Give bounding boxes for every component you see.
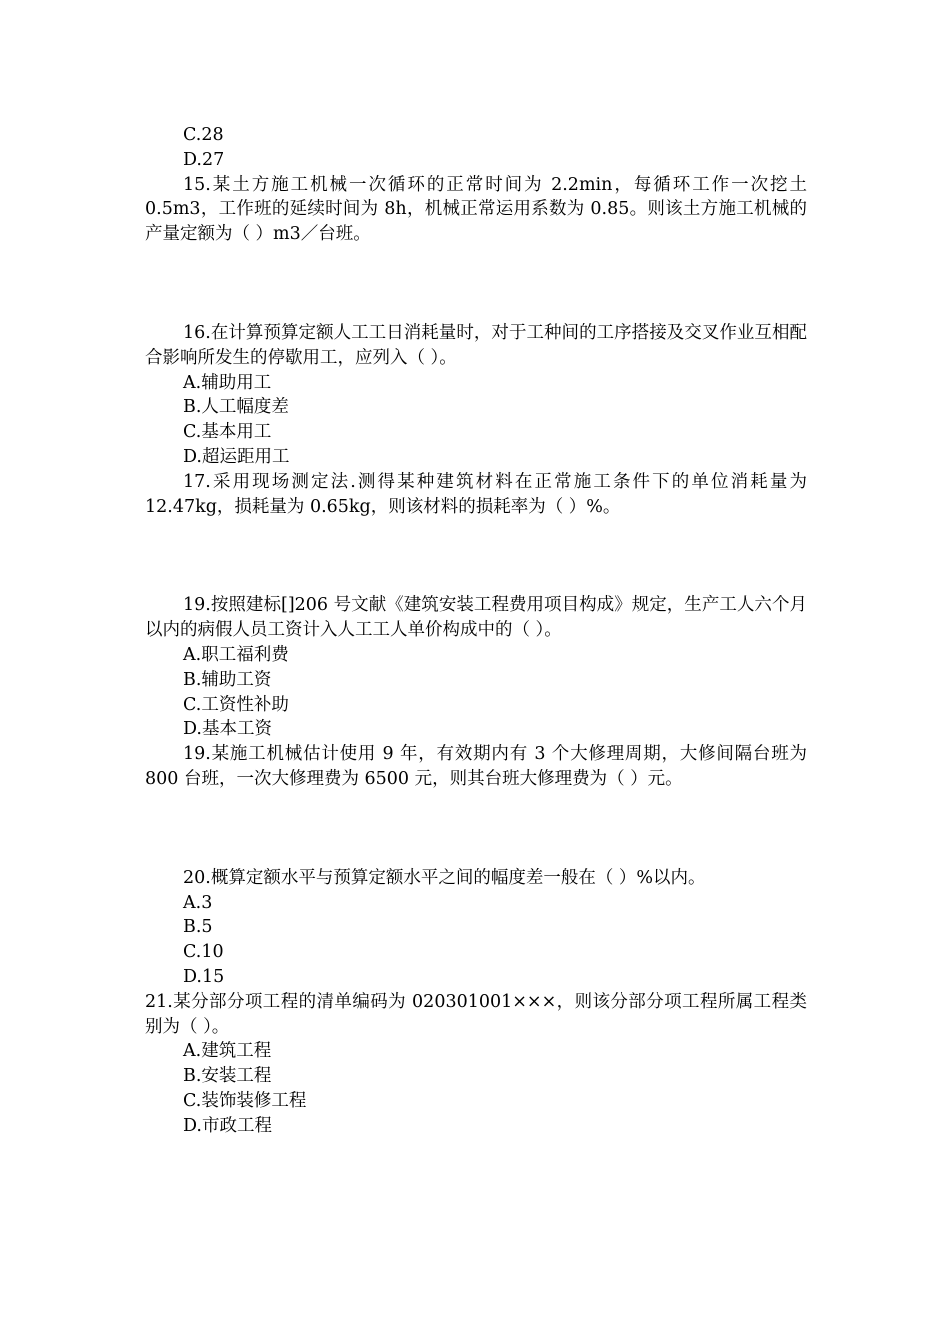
question-21-option-c: C.装饰装修工程 (183, 1090, 307, 1111)
question-20-option-d: D.15 (183, 966, 225, 987)
question-16-option-d: D.超运距用工 (183, 446, 290, 467)
question-19-option-a: A.职工福利费 (183, 644, 289, 665)
option-c-28: C.28 (183, 125, 224, 145)
answer-space-15 (145, 247, 807, 321)
question-21-option-d: D.市政工程 (183, 1115, 272, 1136)
question-20-option-c: C.10 (183, 942, 224, 963)
option-d-27: D.27 (183, 149, 225, 170)
question-15: 15.某土方施工机械一次循环的正常时间为 2.2min，每循环工作一次挖土 0.5m3，工作班的延续时间为 8h，机械正常运用系数为 0.85。则该土方施工机械的产量定额为（ ）m3／台班。 (145, 174, 807, 245)
answer-space-17 (145, 519, 807, 593)
question-21-option-b: B.安装工程 (183, 1066, 272, 1087)
question-20-option-b: B.5 (183, 917, 213, 938)
question-16-option-c: C.基本用工 (183, 422, 272, 443)
question-20: 20.概算定额水平与预算定额水平之间的幅度差一般在（ ）%以内。 (183, 867, 706, 888)
question-21: 21.某分部分项工程的清单编码为 020301001×××，则该分部分项工程所属工程类别为（ ）。 (145, 991, 807, 1037)
question-19-second: 19.某施工机械估计使用 9 年，有效期内有 3 个大修理周期，大修间隔台班为 800 台班，一次大修理费为 6500 元，则其台班大修理费为（ ）元。 (145, 744, 807, 789)
question-19-first: 19.按照建标[]206 号文献《建筑安装工程费用项目构成》规定，生产工人六个月以内的病假人员工资计入人工工人单价构成中的（ ）。 (145, 595, 807, 641)
answer-space-19 (145, 792, 807, 866)
question-20-option-a: A.3 (183, 892, 213, 913)
document-body (145, 123, 807, 1139)
question-19-option-d: D.基本工资 (183, 719, 272, 740)
question-16-option-b: B.人工幅度差 (183, 397, 289, 418)
question-19-option-c: C.工资性补助 (183, 694, 289, 715)
question-17: 17.采用现场测定法.测得某种建筑材料在正常施工条件下的单位消耗量为 12.47kg，损耗量为 0.65kg，则该材料的损耗率为（ ）%。 (145, 471, 807, 517)
question-19-option-b: B.辅助工资 (183, 669, 272, 690)
question-21-option-a: A.建筑工程 (183, 1041, 272, 1062)
question-16: 16.在计算预算定额人工工日消耗量时，对于工种间的工序搭接及交叉作业互相配合影响所发生的停歇用工，应列入（ ）。 (145, 322, 807, 368)
question-16-option-a: A.辅助用工 (183, 372, 272, 393)
